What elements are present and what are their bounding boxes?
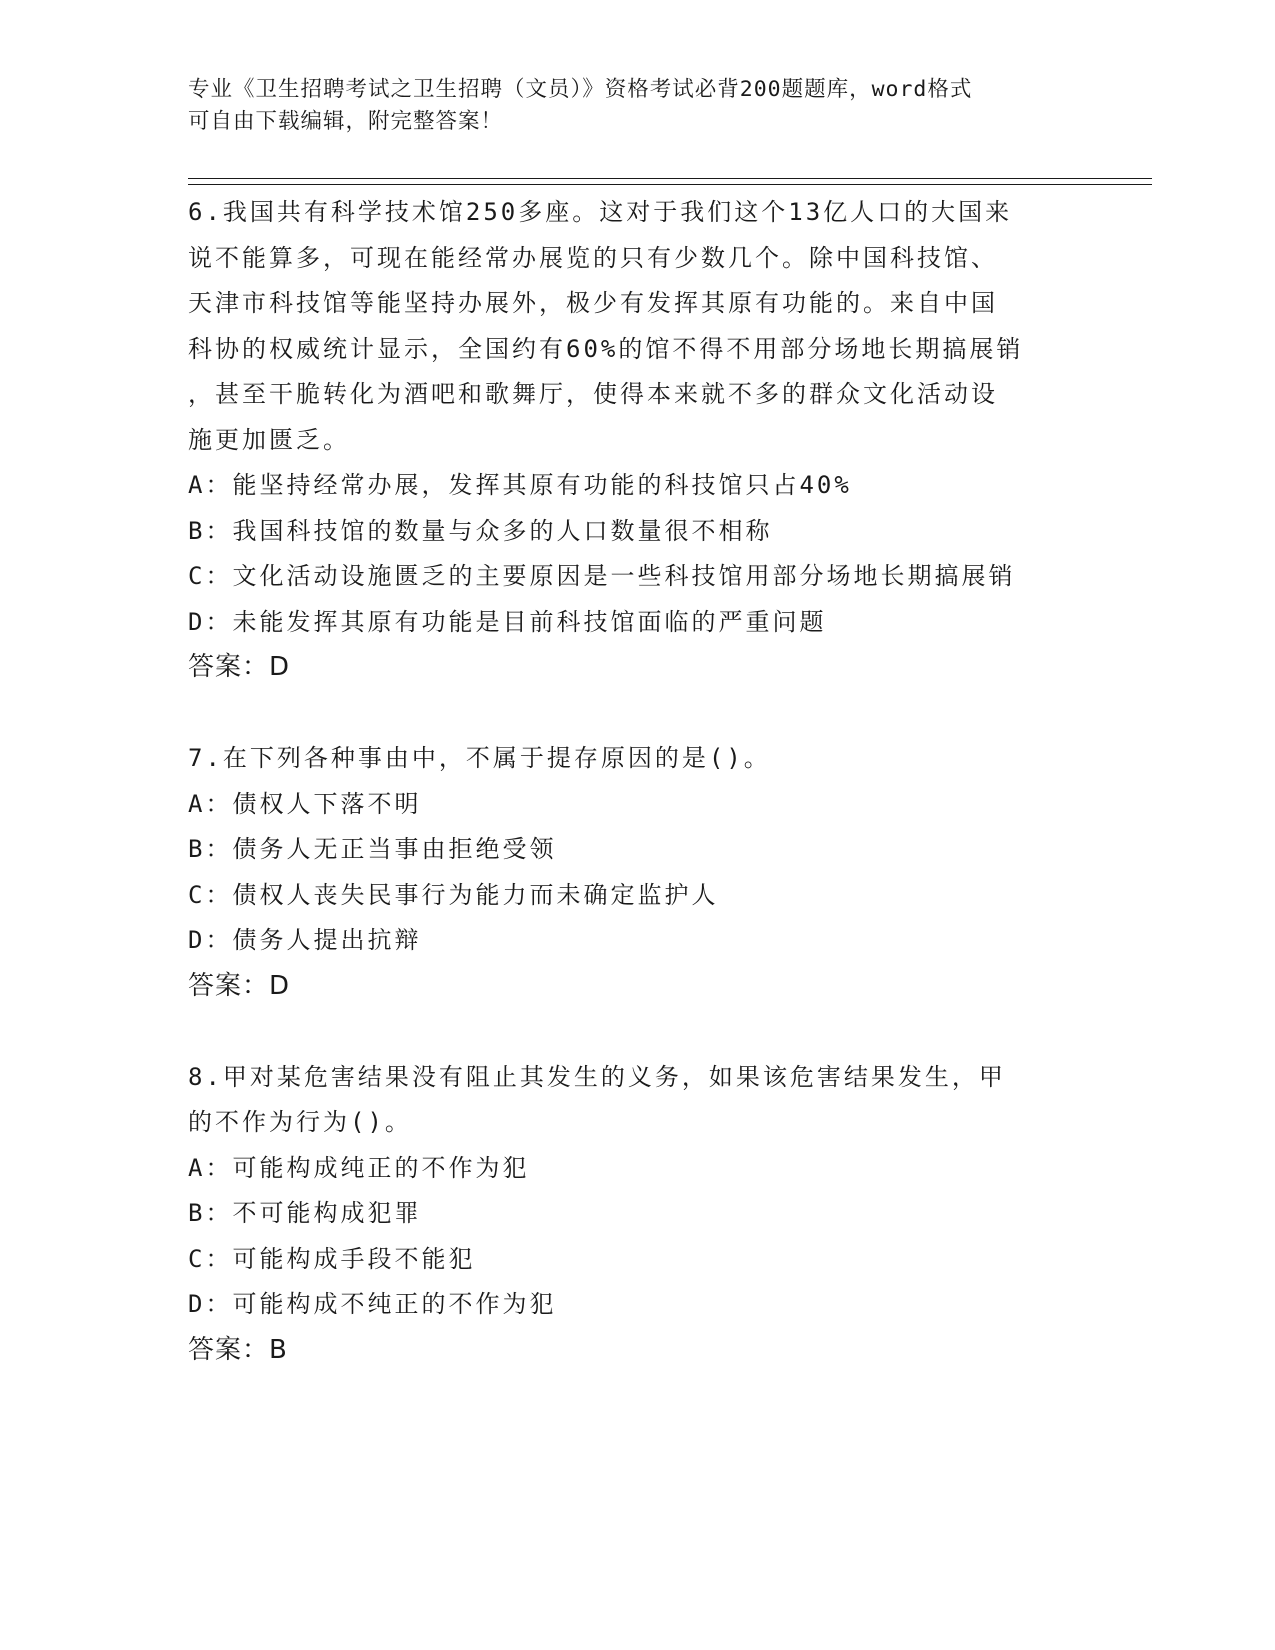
document-header [188,74,1088,138]
header-divider-top [188,178,1152,179]
answer-line: 答案：D [188,652,291,682]
option-a: A：能坚持经常办展，发挥其原有功能的科技馆只占40% [188,471,852,499]
question-list [188,190,1088,1373]
option-a: A：债权人下落不明 [188,789,422,818]
spacer [188,1009,1088,1055]
header-divider-bottom [188,184,1152,185]
answer-line: 答案：B [188,1334,288,1365]
option-b: B：不可能构成犯罪 [188,1199,422,1227]
question-text-line: 说不能算多，可现在能经常办展览的只有少数几个。除中国科技馆、 [188,243,998,272]
question-text-line: 7.在下列各种事由中，不属于提存原因的是()。 [188,744,771,772]
option-a: A：可能构成纯正的不作为犯 [188,1153,530,1182]
question-8 [188,1055,1088,1374]
question-7 [188,736,1088,1009]
question-text-line: 天津市科技馆等能坚持办展外，极少有发挥其原有功能的。来自中国 [188,289,998,317]
option-c: C：债权人丧失民事行为能力而未确定监护人 [188,880,719,909]
option-c: C：文化活动设施匮乏的主要原因是一些科技馆用部分场地长期搞展销 [188,562,1016,590]
option-d: D：债务人提出抗辩 [188,926,422,954]
option-b: B：债务人无正当事由拒绝受领 [188,835,557,863]
question-text-line: 8.甲对某危害结果没有阻止其发生的义务，如果该危害结果发生，甲 [188,1062,1006,1091]
question-text-line: ，甚至干脆转化为酒吧和歌舞厅，使得本来就不多的群众文化活动设 [188,380,998,408]
option-c: C：可能构成手段不能犯 [188,1244,476,1273]
question-text-line: 科协的权威统计显示，全国约有60%的馆不得不用部分场地长期搞展销 [188,334,1024,363]
question-text-line: 6.我国共有科学技术馆250多座。这对于我们这个13亿人口的大国来 [188,198,1013,226]
option-b: B：我国科技馆的数量与众多的人口数量很不相称 [188,516,773,545]
question-6 [188,190,1088,691]
question-text-line: 施更加匮乏。 [188,425,350,454]
answer-line: 答案：D [188,970,291,1001]
question-text-line: 的不作为行为()。 [188,1108,412,1136]
header-line-1: 专业《卫生招聘考试之卫生招聘（文员）》资格考试必背200题题库，word格式 [188,77,973,102]
option-d: D：未能发挥其原有功能是目前科技馆面临的严重问题 [188,607,827,636]
spacer [188,691,1088,737]
option-d: D：可能构成不纯正的不作为犯 [188,1290,557,1318]
header-line-2: 可自由下载编辑，附完整答案！ [188,109,504,134]
